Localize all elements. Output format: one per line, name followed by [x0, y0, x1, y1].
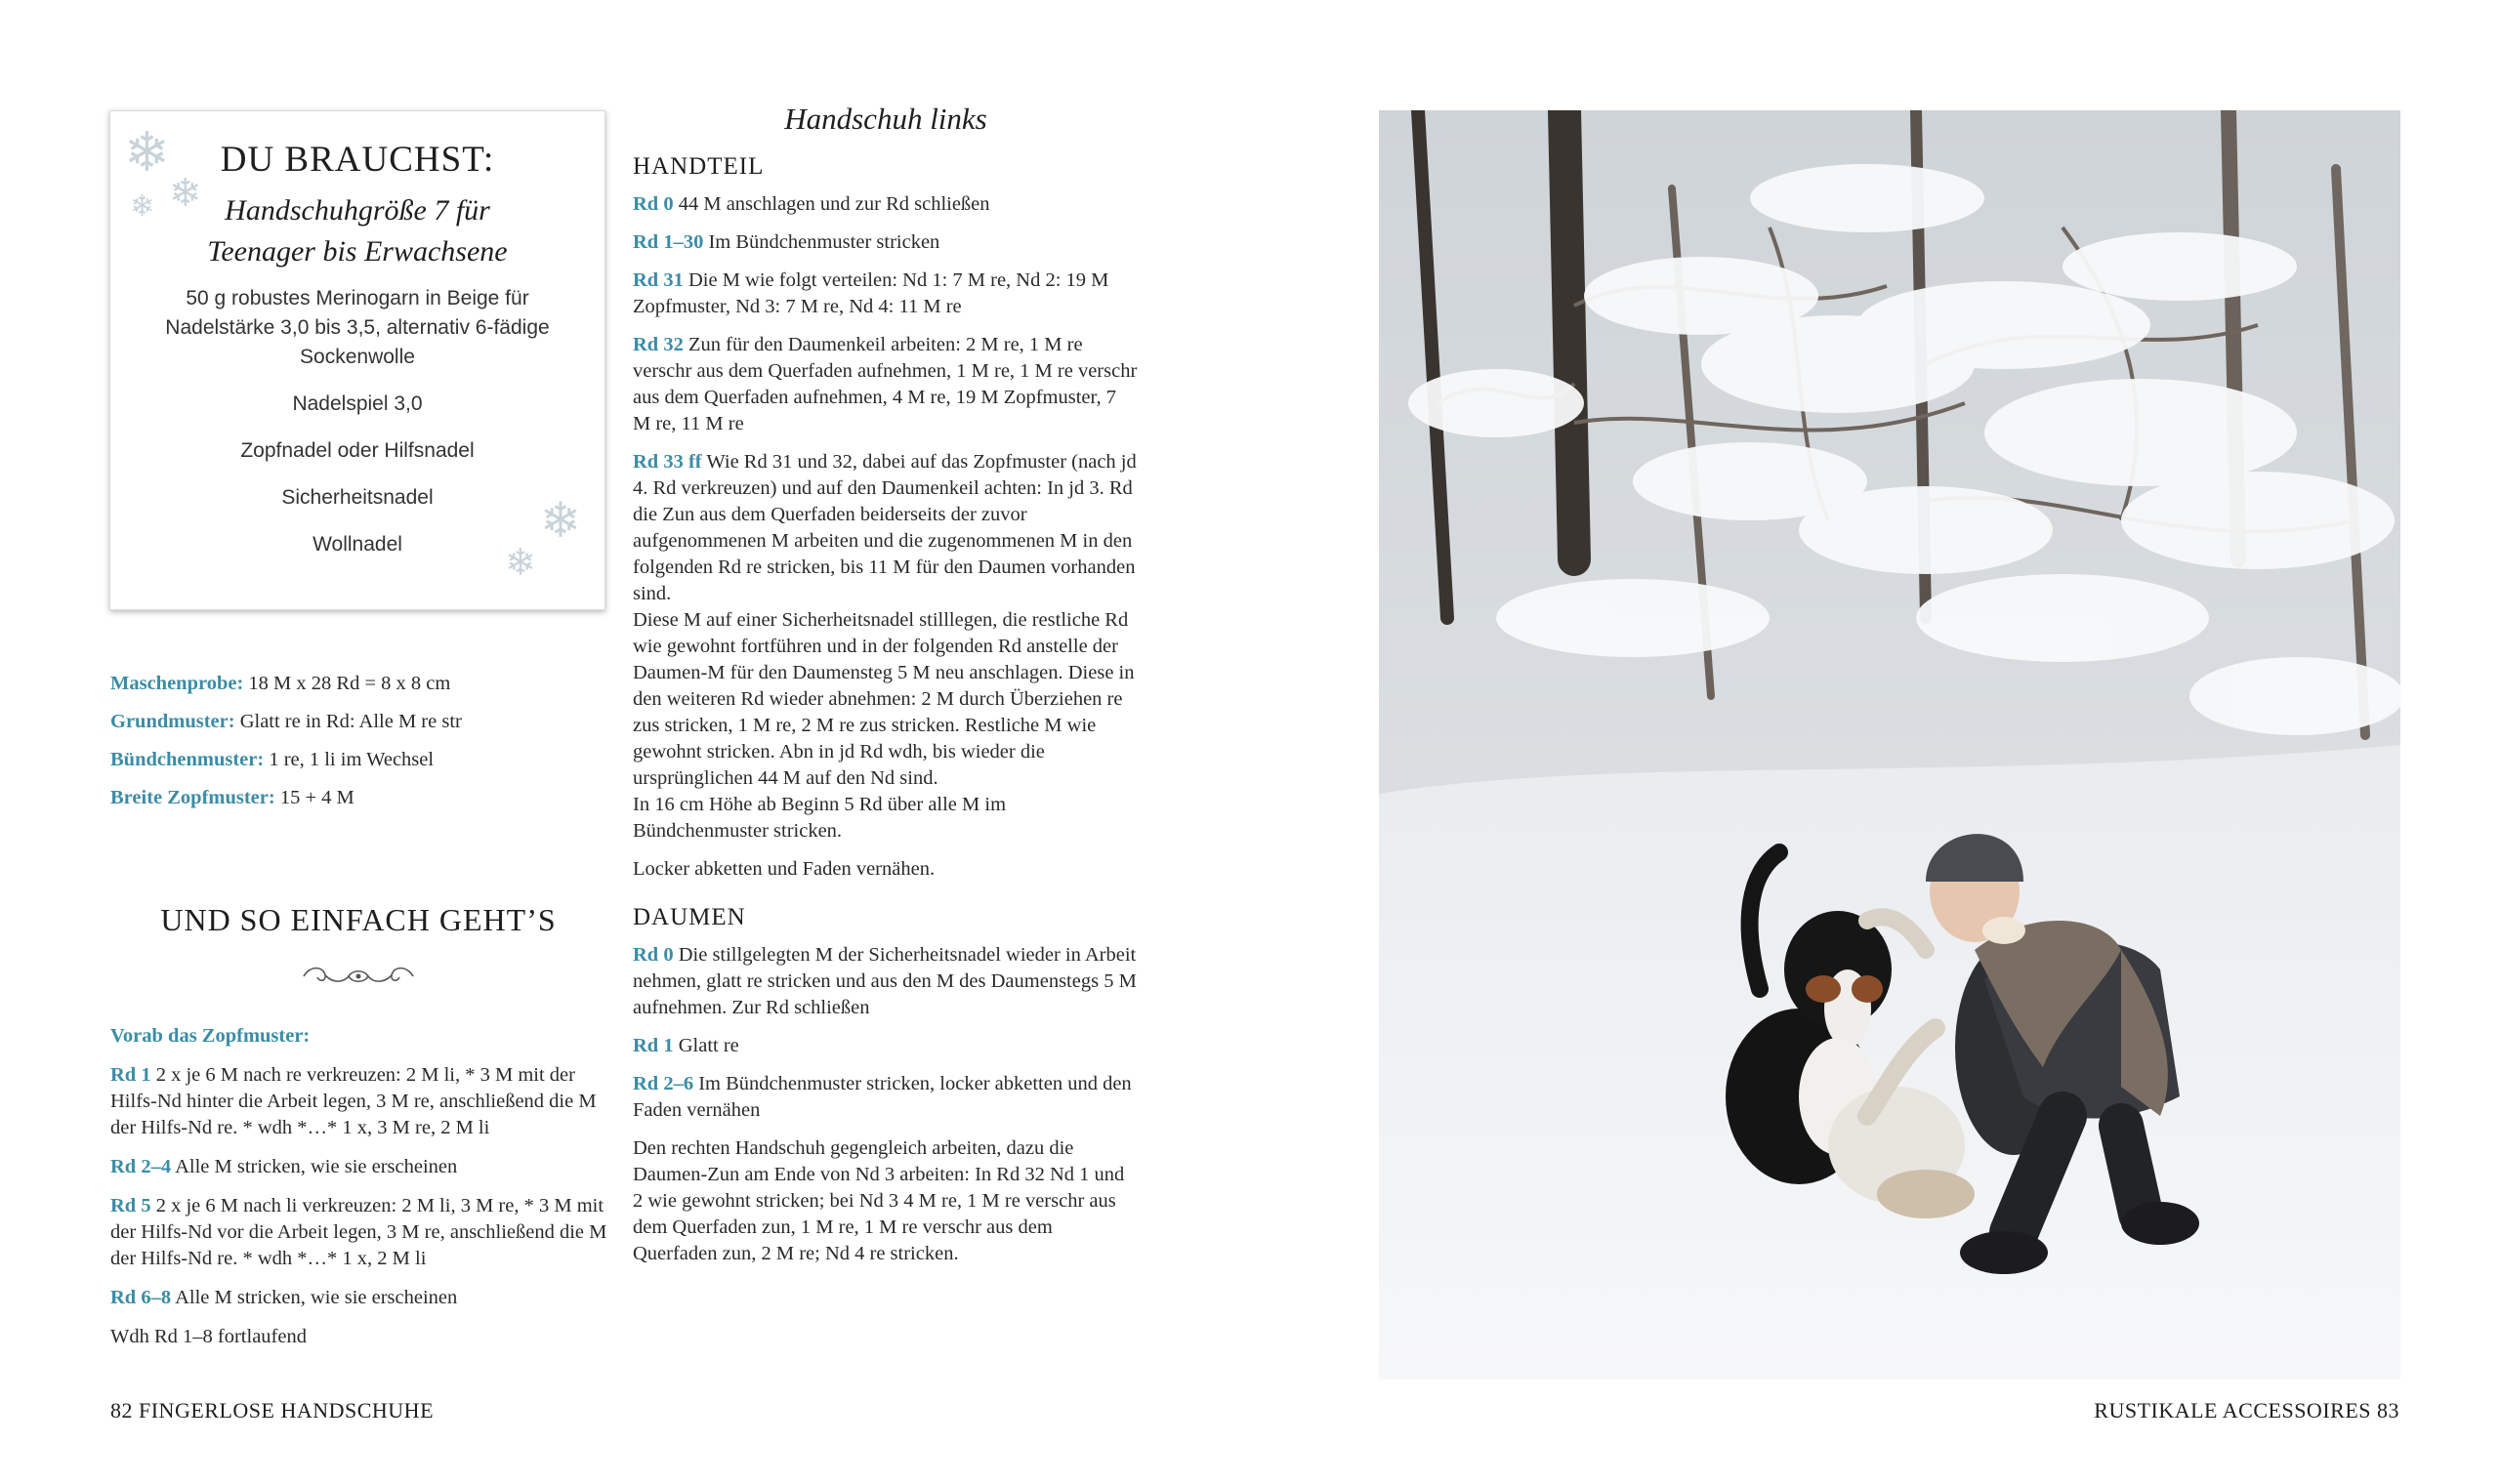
snowflake-icon: ❄ [540, 493, 581, 548]
step-item: Rd 32 Zun für den Daumenkeil arbeiten: 2 M re, 1 M re verschr aus dem Querfaden aufnehmen, 1 M re, 1 M re verschr aus dem Querfaden aufnehmen, 4 M re, 19 M Zopfmuster, 7 M re, 11 M re [633, 334, 1138, 434]
section-title: UND SO EINFACH GEHT’S [160, 902, 557, 937]
page-footer-right: RUSTIKALE ACCESSOIRES 83 [2094, 1398, 2399, 1422]
supplies-list [110, 284, 604, 559]
specs-list [110, 671, 618, 823]
spec-base-pattern: Grundmuster: Glatt re in Rd: Alle M re str [110, 711, 462, 732]
supply-item: 50 g robustes Merinogarn in Beige für Nadelstärke 3,0 bis 3,5, alternativ 6-fädige Sockenwolle [165, 287, 550, 368]
step-item: Rd 31 Die M wie folgt verteilen: Nd 1: 7 M re, Nd 2: 19 M Zopfmuster, Nd 3: 7 M re, Nd 4: 11 M re [633, 269, 1109, 317]
glove-size: Handschuhgröße 7 für Teenager bis Erwachsene [207, 194, 508, 268]
handteil-heading: HANDTEIL [633, 153, 765, 180]
snowflake-icon: ❄ [169, 171, 202, 215]
supply-item: Nadelspiel 3,0 [292, 392, 423, 415]
step-item: Rd 2–4 Alle M stricken, wie sie erscheinen [110, 1156, 458, 1177]
page-footer-left: 82 FINGERLOSE HANDSCHUHE [110, 1398, 435, 1422]
instructions-column [633, 102, 1139, 1279]
step-closing: Wdh Rd 1–8 fortlaufend [110, 1326, 307, 1347]
spec-rib-pattern: Bündchenmuster: 1 re, 1 li im Wechsel [110, 749, 435, 770]
snowflake-icon: ❄ [124, 123, 170, 184]
step-item: Rd 2–6 Im Bündchenmuster stricken, locker abketten und den Faden vernähen [633, 1073, 1132, 1121]
paragraph: Diese M auf einer Sicherheitsnadel stilllegen, die restliche Rd wie gewohnt fortführen und in der folgenden Rd anstelle der Daumen-M für den Daumensteg 5 M neu anschlagen. Diese in den weiteren Rd wieder abnehmen: 2 M durch Überziehen re zus stricken, 1 M re, 2 M re zus stricken. Restliche M wie gewohnt stricken. Abn in jd Rd wdh, bis wieder die ursprünglichen 44 M auf den Nd sind. [633, 609, 1135, 789]
step-item: Rd 1–30 Im Bündchenmuster stricken [633, 231, 940, 253]
paragraph: Den rechten Handschuh gegengleich arbeiten, dazu die Daumen-Zun am Ende von Nd 3 arbeiten: In Rd 32 Nd 1 und 2 wie gewohnt stricken; bei Nd 3 4 M re, 1 M re verschr aus dem Querfaden zun, 1 M re, 1 M re verschr aus dem Querfaden zun, 2 M re; Nd 4 re stricken. [633, 1137, 1125, 1264]
paragraph: In 16 cm Höhe ab Beginn 5 Rd über alle M im Bündchenmuster stricken. [633, 794, 1007, 842]
instructions-title: Handschuh links [784, 102, 987, 136]
winter-scene-image [1379, 110, 2400, 1380]
step-item: Rd 1 Glatt re [633, 1035, 739, 1056]
cable-pattern-steps [110, 1023, 608, 1363]
supply-item: Zopfnadel oder Hilfsnadel [240, 439, 475, 462]
snowflake-icon: ❄ [505, 543, 536, 584]
supplies-box [109, 110, 605, 610]
supply-item: Sicherheitsnadel [281, 486, 434, 509]
step-item: Rd 0 44 M anschlagen und zur Rd schließen [633, 193, 990, 215]
spec-cable-width: Breite Zopfmuster: 15 + 4 M [110, 787, 354, 808]
snow-photo [1379, 110, 2400, 1380]
ornament-divider-icon [300, 962, 417, 991]
supply-item: Wollnadel [312, 533, 402, 556]
step-item: Rd 6–8 Alle M stricken, wie sie erscheinen [110, 1287, 458, 1308]
paragraph: Locker abketten und Faden vernähen. [633, 858, 936, 880]
spec-gauge: Maschenprobe: 18 M x 28 Rd = 8 x 8 cm [110, 673, 451, 694]
snowflake-icon: ❄ [130, 190, 155, 223]
step-item: Rd 5 2 x je 6 M nach li verkreuzen: 2 M li, 3 M re, * 3 M mit der Hilfs-Nd vor die Arbeit legen, 3 M re, anschließend die M der Hilfs-Nd re. * wdh *…* 1 x, 2 M li [110, 1195, 607, 1269]
daumen-heading: DAUMEN [633, 904, 746, 930]
cable-pattern-intro: Vorab das Zopfmuster: [110, 1025, 311, 1047]
supplies-heading: DU BRAUCHST: [220, 140, 495, 180]
step-item: Rd 0 Die stillgelegten M der Sicherheitsnadel wieder in Arbeit nehmen, glatt re stricken und aus den M des Daumenstegs 5 M aufnehmen. Zur Rd schließen [633, 944, 1137, 1018]
step-item: Rd 1 2 x je 6 M nach re verkreuzen: 2 M li, * 3 M mit der Hilfs-Nd hinter die Arbeit legen, 3 M re, anschließend die M der Hilfs-Nd re. * wdh *…* 1 x, 3 M re, 2 M li [110, 1064, 597, 1138]
step-item: Rd 33 ff Wie Rd 31 und 32, dabei auf das Zopfmuster (nach jd 4. Rd verkreuzen) und auf den Daumenkeil achten: In jd 3. Rd die Zun aus dem Querfaden beiderseits der zuvor aufgenommenen M arbeiten und die zugenommenen M in den folgenden Rd re stricken, bis 11 M für den Daumen vorhanden sind. [633, 451, 1137, 604]
